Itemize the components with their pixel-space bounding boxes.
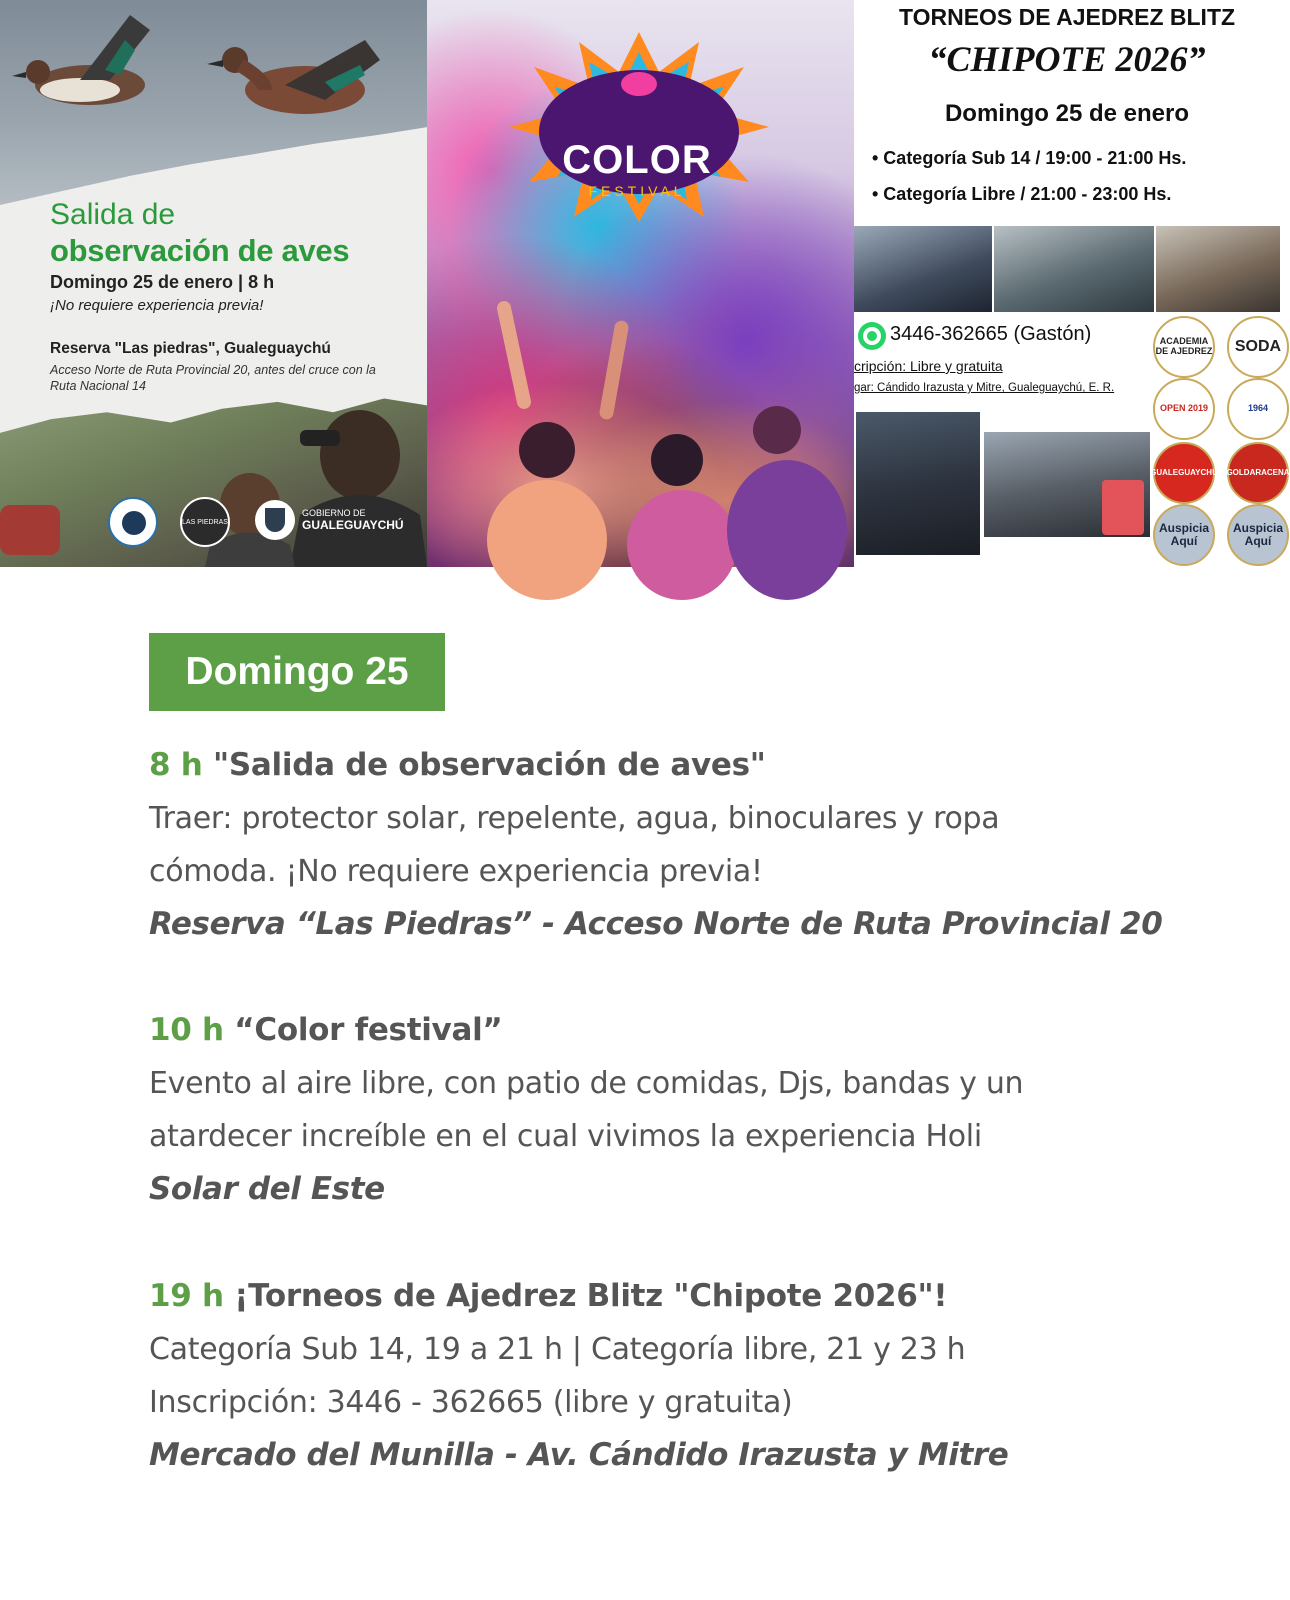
event-title: ¡Torneos de Ajedrez Blitz "Chipote 2026"! [223,1278,948,1314]
government-credit-line1: GOBIERNO DE [302,508,366,518]
government-credit-line2: GUALEGUAYCHÚ [302,518,404,532]
birdwatching-poster [0,0,427,567]
government-shield-logo [255,500,295,540]
sponsor-logo-text: GUALEGUAYCHÚ [1150,467,1218,477]
duck-illustration [185,20,385,130]
poster-access-note: Acceso Norte de Ruta Provincial 20, antes del cruce con la Ruta Nacional 14 [50,363,376,394]
event-description-line: atardecer increíble en el cual vivimos la experiencia Holi [149,1119,982,1154]
event-title: "Salida de observación de aves" [202,747,766,783]
chess-poster-subtitle: “CHIPOTE 2026” [928,39,1206,79]
event-description-line: Traer: protector solar, repelente, agua, binoculares y ropa [149,801,1000,836]
event-location: Solar del Este [149,1171,385,1207]
agenda-event-color-festival [149,1004,1199,1216]
crowd-photo [427,300,854,567]
sponsor-placeholder [1153,504,1215,566]
sponsor-logo-text: 1964 [1247,403,1269,414]
sponsor-logo [1153,316,1215,378]
event-description-line: cómoda. ¡No requiere experiencia previa! [149,854,763,889]
festival-logo-subtitle: FESTIVAL [588,183,686,199]
chess-poster-title: TORNEOS DE AJEDREZ BLITZ [898,4,1236,30]
event-description-line: Categoría Sub 14, 19 a 21 h | Categoría libre, 21 y 23 h [149,1332,966,1367]
bird-icon [122,511,146,535]
festival-logo-text: COLOR [562,138,712,182]
government-credit [302,508,404,532]
sponsor-placeholder [1227,504,1289,566]
crowd-silhouettes-illustration [427,300,854,567]
las-piedras-logo-text: LAS PIEDRAS [182,518,228,526]
red-barrel-icon [1102,480,1144,535]
sponsor-logo [1227,316,1289,378]
sponsor-logo [1227,378,1289,440]
event-posters-banner [0,0,1290,567]
sponsor-logo-text: SODA [1234,338,1282,356]
poster-place: Reserva "Las piedras", Gualeguaychú [50,340,331,357]
sponsor-logo [1227,442,1289,504]
sponsor-logo-text: ACADEMIA DE AJEDREZ [1155,336,1213,356]
day-badge: Domingo 25 [149,633,445,711]
event-time: 19 h [149,1278,224,1314]
whatsapp-icon [858,322,886,350]
duck-illustration [10,10,190,120]
event-location: Reserva “Las Piedras” - Acceso Norte de Ruta Provincial 20 [149,906,1163,942]
poster-title-bold: observación de aves [50,233,350,268]
sponsor-logo [1153,378,1215,440]
sponsor-logo-text: GOLDARACENA [1226,467,1290,477]
event-heading [149,739,1199,792]
event-description-line: Evento al aire libre, con patio de comidas, Djs, bandas y un [149,1066,1024,1101]
las-piedras-logo [180,497,230,547]
event-title: “Color festival” [223,1012,503,1048]
sponsor-logo-text: OPEN 2019 [1159,403,1209,414]
bird-club-logo [108,497,158,547]
chess-category-libre: • Categoría Libre / 21:00 - 23:00 Hs. [872,184,1172,204]
event-time: 10 h [149,1012,224,1048]
chess-photo [994,226,1154,312]
poster-title: Salida de [50,198,176,231]
chess-category-sub14: • Categoría Sub 14 / 19:00 - 21:00 Hs. [872,148,1187,168]
venue-note: gar: Cándido Irazusta y Mitre, Gualeguaychú, E. R. [854,382,1115,394]
event-heading [149,1270,1199,1323]
sponsor-placeholder-text: Auspicia Aquí [1232,520,1283,548]
event-time: 8 h [149,747,203,783]
chess-tournament-poster [854,0,1290,567]
chess-poster-date: Domingo 25 de enero [944,100,1190,127]
chess-photo [854,226,992,312]
event-location: Mercado del Munilla - Av. Cándido Irazusta y Mitre [149,1437,1009,1473]
agenda-event-birdwatching [149,739,1199,951]
chess-photo [1156,226,1280,312]
players-group-photo [856,412,980,555]
poster-note: ¡No requiere experiencia previa! [50,297,264,314]
poster-date: Domingo 25 de enero | 8 h [50,272,275,292]
contact-phone: 3446-362665 (Gastón) [890,323,1092,345]
event-description-line: Inscripción: 3446 - 362665 (libre y gratuita) [149,1385,793,1420]
shield-icon [265,508,285,532]
sponsor-placeholder-text: Auspicia Aquí [1158,520,1209,548]
sponsor-logo [1150,442,1218,504]
agenda-event-chess-tournament [149,1270,1199,1482]
event-heading [149,1004,1199,1057]
color-festival-poster [427,0,854,567]
inscription-note: cripción: Libre y gratuita [854,358,1003,374]
